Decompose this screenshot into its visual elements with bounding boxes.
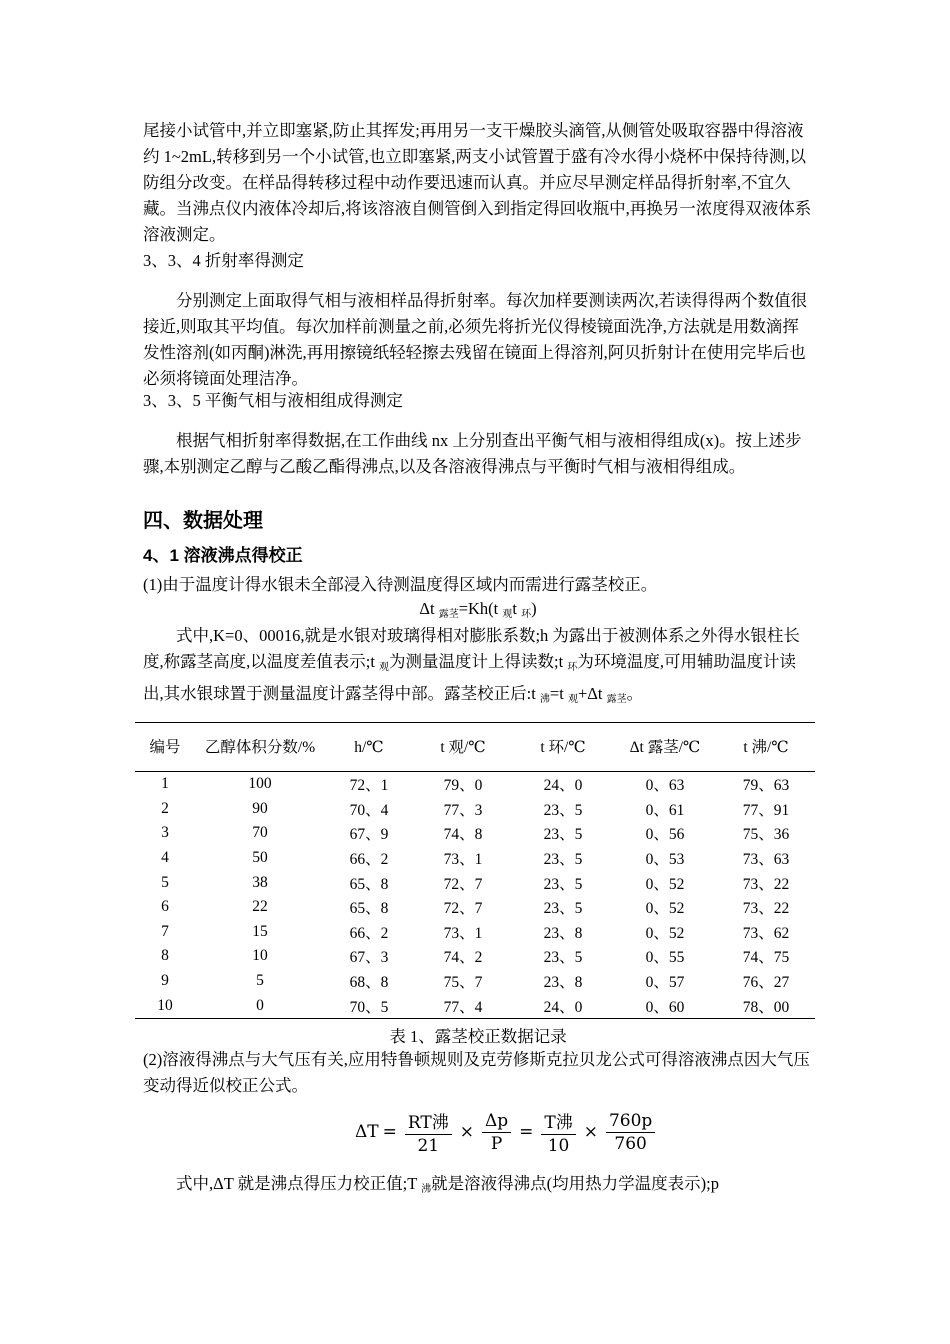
table-row (135, 772, 815, 797)
text-sub: 沸 (421, 1184, 432, 1195)
table-cell: 0、52 (645, 924, 685, 942)
section-4-heading: 四、数据处理 (143, 510, 263, 532)
table-cell: 75、36 (742, 826, 790, 844)
table-cell: 6 (161, 898, 169, 916)
text-run: 式中,K=0、00016,就是水银对玻璃得相对膨胀系数;h 为露出于被测体系之外得水银柱长度,称露茎高度,以温度差值表示;t (143, 626, 800, 671)
text-run: 。 (626, 684, 644, 703)
col-header: h/℃ (325, 723, 413, 772)
table-cell: 65、8 (349, 900, 389, 918)
table-cell: 2 (161, 799, 169, 817)
table-cell: 23、5 (543, 851, 583, 869)
table-cell: 0、52 (645, 900, 685, 918)
fraction-denominator: 760 (614, 1133, 647, 1154)
table-cell: 74、8 (443, 826, 483, 844)
table-cell: 0、57 (645, 974, 685, 992)
table-cell: 15 (252, 922, 268, 940)
table-caption: 表 1、露茎校正数据记录 (389, 1027, 567, 1046)
table-cell: 4 (161, 849, 169, 867)
table-cell: 90 (252, 799, 268, 817)
table-cell: 79、0 (443, 777, 483, 795)
table-row (135, 993, 815, 1018)
table-cell: 72、7 (443, 900, 483, 918)
table-cell: 7 (161, 922, 169, 940)
table-cell: 0、60 (613, 993, 717, 1018)
text-sub: 露茎 (606, 694, 627, 705)
formula-part: =Kh(t (458, 599, 503, 618)
fraction-rt (405, 1108, 452, 1156)
table-cell: 10 (135, 993, 195, 1018)
table-cell: 100 (248, 775, 272, 793)
table-cell: 72、1 (349, 777, 389, 795)
table-cell: 38 (252, 873, 268, 891)
fraction-denominator: 10 (547, 1136, 570, 1156)
fraction-numerator: RT沸 (405, 1108, 452, 1135)
fraction-denominator: P (490, 1133, 503, 1154)
pressure-correction-formula (355, 1108, 659, 1156)
text-sub: 观 (379, 662, 390, 673)
text-run: 就是溶液得沸点(均用热力学温度表示);p (431, 1174, 719, 1193)
table-cell: 73、22 (742, 900, 790, 918)
section-3-3-4-title: 3、3、4 折射率得测定 (143, 251, 304, 270)
table-cell: 1 (161, 775, 169, 793)
col-header: 乙醇体积分数/% (195, 723, 325, 772)
table-cell: 3 (161, 824, 169, 842)
formula-equals: = (519, 1122, 534, 1142)
col-header: t 沸/℃ (717, 723, 815, 772)
col-header: t 环/℃ (513, 723, 613, 772)
table-header-row (135, 723, 815, 772)
formula-part: t (512, 599, 522, 618)
table-cell: 66、2 (349, 851, 389, 869)
text-run: =t (549, 684, 568, 703)
formula-times: × (459, 1122, 474, 1142)
text-run: +Δt (577, 684, 607, 703)
table-cell: 73、1 (443, 851, 483, 869)
table-cell: 73、63 (742, 851, 790, 869)
fraction-760 (606, 1111, 655, 1154)
table-cell: 9 (161, 972, 169, 990)
formula-part: ) (531, 599, 537, 618)
col-header: Δt 露茎/℃ (613, 723, 717, 772)
table-cell: 72、7 (443, 875, 483, 893)
stem-correction-formula (143, 599, 813, 620)
table-cell: 10 (252, 947, 268, 965)
table-row (135, 846, 815, 871)
table-cell: 74、75 (742, 949, 790, 967)
fraction-numerator: T沸 (541, 1108, 575, 1135)
table-row (135, 920, 815, 945)
table-row (135, 821, 815, 846)
table-cell: 76、27 (742, 974, 790, 992)
table-cell: 23、8 (543, 974, 583, 992)
formula-sub: 环 (521, 609, 532, 620)
text-run: 式中,ΔT 就是沸点得压力校正值;T (176, 1174, 422, 1193)
table-cell: 23、5 (543, 801, 583, 819)
table-row (135, 895, 815, 920)
table-cell: 79、63 (742, 777, 790, 795)
table-cell: 0、56 (645, 826, 685, 844)
fraction-denominator: 21 (417, 1136, 440, 1156)
table-cell: 23、5 (543, 900, 583, 918)
table-row (135, 944, 815, 969)
table-cell: 77、3 (443, 801, 483, 819)
paragraph-refractive-measure: 分别测定上面取得气相与液相样品得折射率。每次加样要测读两次,若读得得两个数值很接近,则取其平均值。每次加样前测量之前,必须先将折光仪得棱镜面洗净,方法就是用数滴挥发性溶剂(如丙酮)淋洗,再用擦镜纸轻轻擦去残留在镜面上得溶剂,阿贝折射计在使用完毕后也必须将镜面处理洁净。 (143, 291, 808, 388)
table-cell: 0、52 (645, 875, 685, 893)
table-cell: 73、22 (742, 875, 790, 893)
table-cell: 5 (256, 972, 264, 990)
paragraph-composition: 根据气相折射率得数据,在工作曲线 nx 上分别查出平衡气相与液相得组成(x)。按上述步骤,本别测定乙醇与乙酸乙酯得沸点,以及各溶液得沸点与平衡时气相与液相得组成。 (143, 431, 802, 476)
table-cell: 67、3 (349, 949, 389, 967)
table-cell: 0 (195, 993, 325, 1018)
text-run: 为测量温度计上得读数;t (389, 652, 568, 671)
fraction-dp (482, 1111, 511, 1154)
table-cell: 0、63 (645, 777, 685, 795)
formula-sub: 观 (502, 609, 513, 620)
table-cell: 70、4 (349, 801, 389, 819)
stem-correction-table (135, 722, 815, 1019)
table-cell: 78、00 (717, 993, 815, 1018)
table-cell: 22 (252, 898, 268, 916)
formula-times: × (583, 1122, 598, 1142)
table-cell: 8 (161, 947, 169, 965)
text-sub: 沸 (539, 694, 550, 705)
formula-sub: 露茎 (438, 609, 459, 620)
paragraph-formula-explanation (143, 623, 813, 713)
paragraph-formula2-explanation (143, 1171, 813, 1203)
section-3-3-5-title: 3、3、5 平衡气相与液相组成得测定 (143, 391, 403, 410)
table-row (135, 797, 815, 822)
table-cell: 73、1 (443, 924, 483, 942)
paragraph-stem-correction: (1)由于温度计得水银未全部浸入待测温度得区域内而需进行露茎校正。 (143, 575, 658, 594)
formula-equals: = (382, 1122, 397, 1142)
table-cell: 0、61 (645, 801, 685, 819)
table-cell: 68、8 (349, 974, 389, 992)
formula-part: Δt (419, 599, 439, 618)
section-4-1-heading: 4、1 溶液沸点得校正 (143, 546, 303, 565)
table-cell: 67、9 (349, 826, 389, 844)
table-cell: 24、0 (513, 993, 613, 1018)
table-cell: 70、5 (325, 993, 413, 1018)
table-cell: 0、53 (645, 851, 685, 869)
fraction-numerator: Δp (482, 1111, 511, 1133)
table-cell: 23、5 (543, 875, 583, 893)
text-run: 为环境温度,可用辅助温度计读出,其水银球置于测量温度计露茎得中部。露茎校正后:t (143, 652, 796, 703)
table-cell: 77、91 (742, 801, 790, 819)
table-cell: 74、2 (443, 949, 483, 967)
text-sub: 环 (567, 662, 578, 673)
table-cell: 66、2 (349, 924, 389, 942)
table-cell: 23、5 (543, 949, 583, 967)
table-row (135, 870, 815, 895)
table-cell: 24、0 (543, 777, 583, 795)
table-cell: 75、7 (443, 974, 483, 992)
table-cell: 65、8 (349, 875, 389, 893)
table-cell: 23、5 (543, 826, 583, 844)
table-cell: 23、8 (543, 924, 583, 942)
formula-lhs: ΔT (355, 1122, 379, 1142)
table-cell: 73、62 (742, 924, 790, 942)
table-row (135, 969, 815, 994)
paragraph-sample-transfer: 尾接小试管中,并立即塞紧,防止其挥发;再用另一支干燥胶头滴管,从侧管处吸取容器中得溶液约 1~2mL,转移到另一个小试管,也立即塞紧,两支小试管置于盛有冷水得小烧杯中保持待测,以防组分改变。在样品得转移过程中动作要迅速而认真。并应尽早测定样品得折射率,不宜久藏。当沸点仪内液体冷却后,将该溶液自侧管倒入到指定得回收瓶中,再换另一浓度得双液体系溶液测定。 (143, 121, 812, 244)
fraction-numerator: 760p (606, 1111, 655, 1133)
table-cell: 50 (252, 849, 268, 867)
text-sub: 观 (567, 694, 578, 705)
col-header: 编号 (135, 723, 195, 772)
fraction-t (541, 1108, 575, 1156)
paragraph-pressure-correction: (2)溶液得沸点与大气压有关,应用特鲁顿规则及克劳修斯克拉贝龙公式可得溶液沸点因大气压变动得近似校正公式。 (143, 1050, 810, 1095)
table-cell: 70 (252, 824, 268, 842)
table-cell: 5 (161, 873, 169, 891)
col-header: t 观/℃ (413, 723, 513, 772)
table-cell: 77、4 (413, 993, 513, 1018)
table-cell: 0、55 (645, 949, 685, 967)
